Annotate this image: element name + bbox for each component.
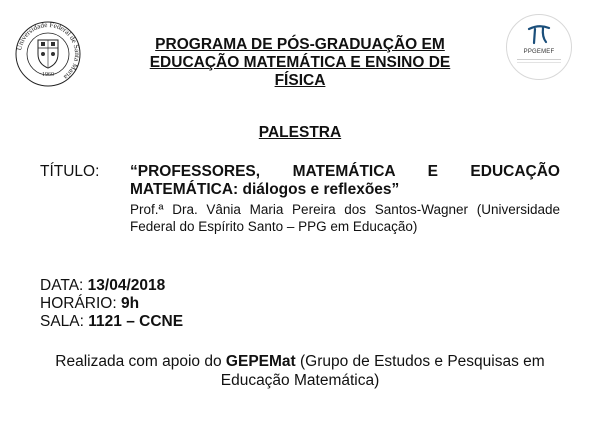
date-line [40, 277, 165, 295]
program-heading: PROGRAMA DE PÓS-GRADUAÇÃO EM EDUCAÇÃO MATEMÁTICA E ENSINO DE FÍSICA [149, 36, 451, 89]
time-value: 9h [120, 295, 140, 312]
support-org: GEPEMat [225, 353, 296, 370]
room-line [40, 313, 183, 331]
speaker-info: Prof.ª Dra. Vânia Maria Pereira dos Santos-Wagner (Universidade Federal do Espírito Santo – PPG em Educação) [130, 202, 560, 234]
title-label: TÍTULO: [40, 163, 100, 180]
support-prefix: Realizada com apoio do [55, 353, 222, 370]
support-suffix: (Grupo de Estudos e Pesquisas em Educação Matemática) [220, 353, 545, 389]
room-label: SALA: [40, 313, 84, 330]
date-label: DATA: [40, 277, 84, 294]
logo-tagline-lines [517, 59, 561, 63]
pi-symbol-icon [527, 23, 551, 45]
time-label: HORÁRIO: [40, 295, 117, 312]
logo-acronym: PPGEMEF [523, 49, 555, 55]
talk-title: “PROFESSORES, MATEMÁTICA E EDUCAÇÃO MATEMÁTICA: diálogos e reflexões” [130, 163, 560, 198]
ppgemef-logo [506, 14, 572, 80]
svg-text:Universidade Federal de Santa: Universidade Federal de Santa Maria [15, 20, 82, 82]
room-value: 1121 – CCNE [88, 313, 184, 330]
time-line [40, 295, 139, 313]
support-note [30, 352, 570, 390]
svg-text:1960: 1960 [42, 72, 54, 78]
university-seal-logo [14, 20, 82, 88]
event-type-heading: PALESTRA [258, 124, 342, 141]
date-value: 13/04/2018 [87, 277, 166, 294]
